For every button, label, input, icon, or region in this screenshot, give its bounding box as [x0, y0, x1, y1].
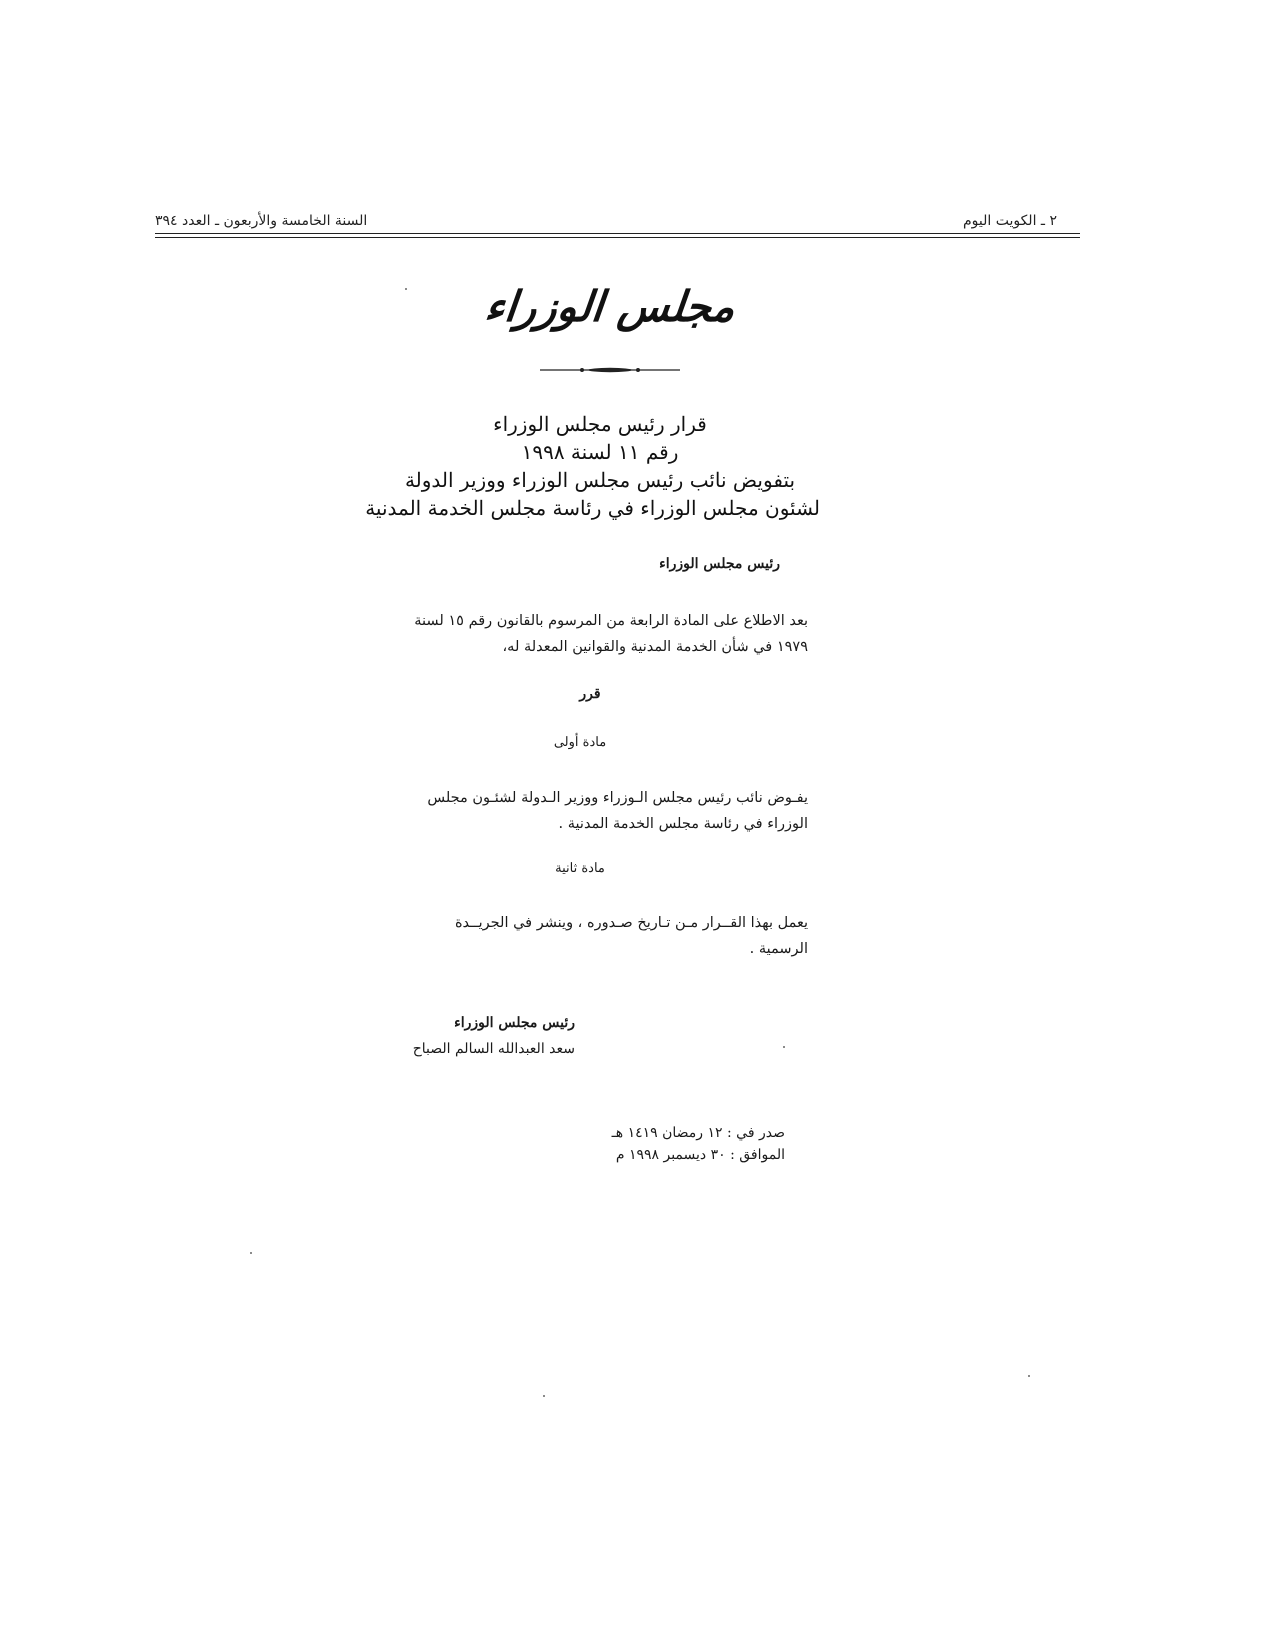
scan-speck: [783, 1046, 785, 1048]
preamble-paragraph: [360, 608, 808, 660]
signature-name: سعد العبدالله السالم الصباح: [412, 1041, 575, 1057]
article-1-line-2: الوزراء في رئاسة مجلس الخدمة المدنية .: [558, 816, 808, 832]
issued-date: صدر في : ١٢ رمضان ١٤١٩ هـ: [611, 1125, 785, 1141]
title-line-1: قرار رئيس مجلس الوزراء: [493, 412, 707, 436]
title-line-2: رقم ١١ لسنة ١٩٩٨: [521, 440, 679, 464]
article-1-line-1: يفـوض نائب رئيس مجلس الـوزراء ووزير الـدولة لشئـون مجلس: [427, 790, 808, 806]
article-2-line-2: الرسمية .: [749, 941, 808, 957]
scan-speck: [1028, 1375, 1030, 1377]
scan-speck: [543, 1395, 545, 1397]
article-2-paragraph: [360, 910, 808, 962]
issue-dates: [590, 1122, 785, 1166]
title-line-3: بتفويض نائب رئيس مجلس الوزراء ووزير الدولة: [404, 468, 796, 492]
corresponding-date: الموافق : ٣٠ ديسمبر ١٩٩٨ م: [615, 1147, 785, 1163]
ornament-divider: [540, 365, 680, 375]
header-rule-top: [155, 233, 1080, 234]
scan-speck: [405, 288, 407, 290]
decree-title: [365, 410, 820, 522]
header-rule-bottom: [155, 237, 1080, 238]
decided-heading: قرر: [579, 686, 601, 702]
masthead-calligraphy: مجلس الوزراء: [482, 282, 738, 331]
preamble-line-2: ١٩٧٩ في شأن الخدمة المدنية والقوانين المعدلة له،: [502, 639, 808, 655]
signature-block: [355, 1010, 575, 1062]
article-2-line-1: يعمل بهذا القــرار مـن تـاريخ صـدوره ، وينشر في الجريــدة: [454, 915, 808, 931]
page-reference: ٢ ـ الكويت اليوم: [962, 213, 1057, 229]
scan-speck: [250, 1252, 252, 1254]
article-1-heading: مادة أولى: [553, 735, 607, 750]
article-2-heading: مادة ثانية: [555, 861, 605, 876]
article-1-paragraph: [360, 785, 808, 837]
title-line-4: لشئون مجلس الوزراء في رئاسة مجلس الخدمة المدنية: [365, 496, 820, 520]
issuer-heading: رئيس مجلس الوزراء: [659, 556, 780, 572]
preamble-line-1: بعد الاطلاع على المادة الرابعة من المرسوم بالقانون رقم ١٥ لسنة: [414, 613, 808, 629]
issue-reference: السنة الخامسة والأربعون ـ العدد ٣٩٤: [155, 213, 368, 229]
signature-title: رئيس مجلس الوزراء: [454, 1015, 575, 1031]
